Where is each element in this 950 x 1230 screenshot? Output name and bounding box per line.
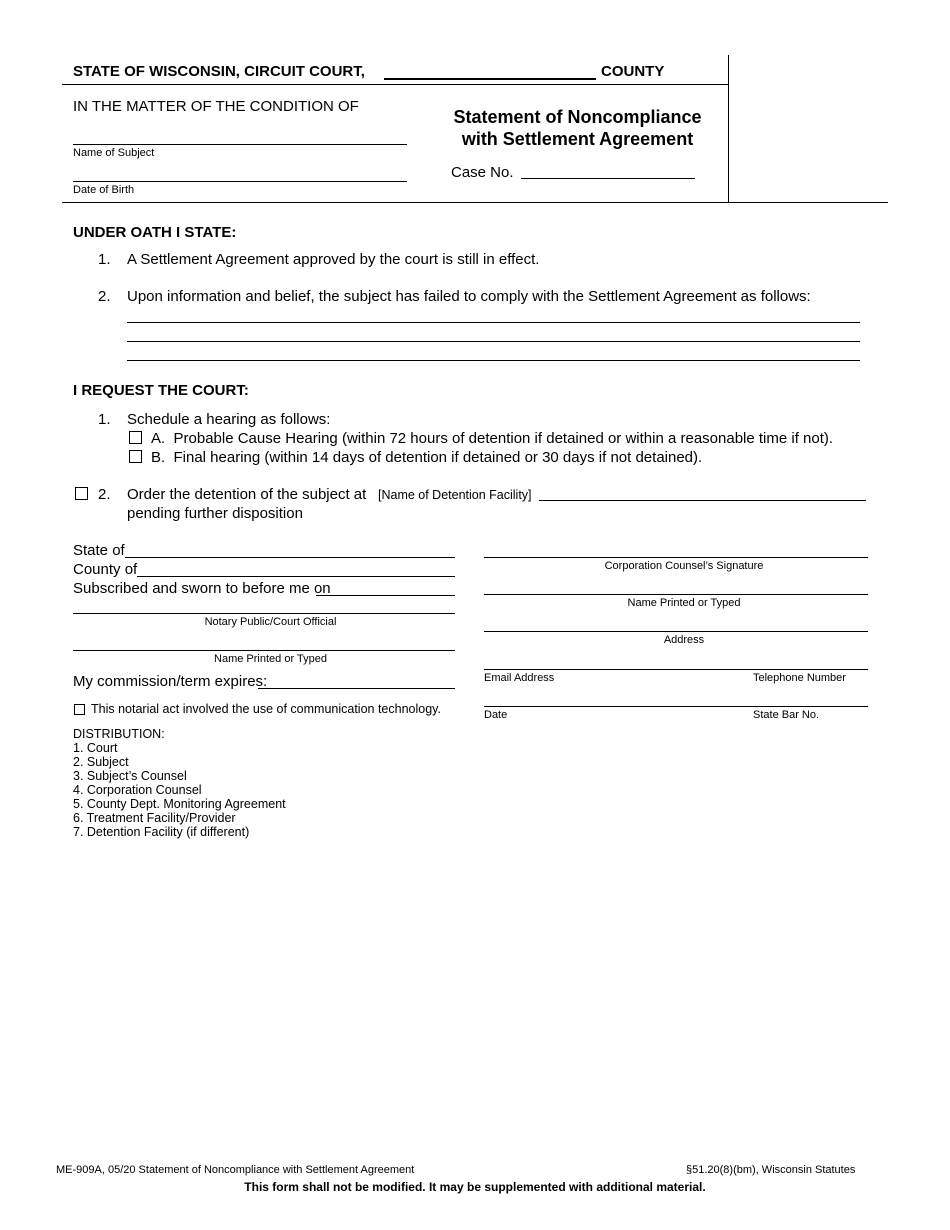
county-of-field[interactable] [137,576,455,577]
noncompliance-line-3[interactable] [127,360,860,361]
comm-tech-checkbox[interactable] [74,704,85,715]
matter-label: IN THE MATTER OF THE CONDITION OF [73,98,359,115]
distribution-item: 2. Subject [73,755,129,769]
counsel-date-bar-field[interactable] [484,706,868,707]
request-item2-number: 2. [98,486,111,503]
distribution-item: 1. Court [73,741,118,755]
counsel-telephone-label: Telephone Number [753,672,846,684]
oath-item1-text: A Settlement Agreement approved by the court is still in effect. [127,251,540,268]
counsel-name-field[interactable] [484,594,868,595]
notary-signature-field[interactable] [73,613,455,614]
counsel-signature-label: Corporation Counsel’s Signature [604,560,764,572]
county-of-label: County of [73,561,138,578]
subscribed-label: Subscribed and sworn to before me on [73,580,331,597]
date-of-birth-label: Date of Birth [73,184,135,196]
header-bottom-rule [62,202,888,203]
case-no-field[interactable] [521,178,695,179]
notary-name-field[interactable] [73,650,455,651]
request-heading: I REQUEST THE COURT: [73,382,249,399]
county-name-field[interactable] [384,78,596,80]
header-court-rule [62,84,728,85]
distribution-item: 4. Corporation Counsel [73,783,202,797]
detention-facility-field[interactable] [539,500,866,501]
distribution-item: 6. Treatment Facility/Provider [73,811,236,825]
request-item1-number: 1. [98,411,111,428]
distribution-item: 7. Detention Facility (if different) [73,825,250,839]
name-of-subject-label: Name of Subject [73,147,155,159]
noncompliance-line-1[interactable] [127,322,860,323]
option-a-text: A. Probable Cause Hearing (within 72 hours of detention if detained or within a reasonable time if not). [151,430,834,447]
counsel-email-phone-field[interactable] [484,669,868,670]
header-box [0,0,950,205]
state-of-field[interactable] [125,557,455,558]
request-item1-text: Schedule a hearing as follows: [127,411,331,428]
case-no-label: Case No. [451,164,514,181]
county-label: COUNTY [601,63,665,80]
request-item2-continuation: pending further disposition [127,505,303,522]
comm-tech-text: This notarial act involved the use of communication technology. [91,702,441,716]
distribution-item: 5. County Dept. Monitoring Agreement [73,797,286,811]
date-of-birth-field[interactable] [73,181,407,182]
form-title [430,106,725,150]
distribution-heading: DISTRIBUTION: [73,727,165,741]
footer-form-id: ME-909A, 05/20 Statement of Noncompliance with Settlement Agreement [56,1164,415,1176]
counsel-signature-field[interactable] [484,557,868,558]
subscribed-date-field[interactable] [316,595,455,596]
option-b-checkbox[interactable] [129,450,142,463]
court-prefix: STATE OF WISCONSIN, CIRCUIT COURT, [73,63,365,80]
oath-heading: UNDER OATH I STATE: [73,224,237,241]
request-item2-text: Order the detention of the subject at [127,486,367,503]
detention-facility-hint: [Name of Detention Facility] [378,488,532,502]
oath-item2-number: 2. [98,288,111,305]
footer-statute: §51.20(8)(bm), Wisconsin Statutes [686,1164,856,1176]
notary-official-label: Notary Public/Court Official [204,616,337,628]
counsel-address-field[interactable] [484,631,868,632]
counsel-email-label: Email Address [484,672,555,684]
header-vertical-rule [728,55,729,203]
commission-date-field[interactable] [258,688,455,689]
oath-item1-number: 1. [98,251,111,268]
distribution-item: 3. Subject’s Counsel [73,769,187,783]
form-title-line1: Statement of Noncompliance [453,107,702,127]
footer-notice: This form shall not be modified. It may be supplemented with additional material. [244,1180,706,1194]
form-title-line2: with Settlement Agreement [461,129,694,149]
counsel-name-label: Name Printed or Typed [627,597,741,609]
state-of-label: State of [73,542,125,559]
option-b-text: B. Final hearing (within 14 days of detention if detained or 30 days if not detained). [151,449,703,466]
counsel-state-bar-label: State Bar No. [753,709,820,721]
counsel-address-label: Address [663,634,705,646]
counsel-date-label: Date [484,709,508,721]
commission-label: My commission/term expires: [73,673,268,690]
notary-name-label: Name Printed or Typed [214,653,327,665]
detention-checkbox[interactable] [75,487,88,500]
oath-item2-text: Upon information and belief, the subject has failed to comply with the Settlement Agreement as follows: [127,288,811,305]
option-a-checkbox[interactable] [129,431,142,444]
noncompliance-line-2[interactable] [127,341,860,342]
name-of-subject-field[interactable] [73,144,407,145]
distribution-list [73,727,286,839]
